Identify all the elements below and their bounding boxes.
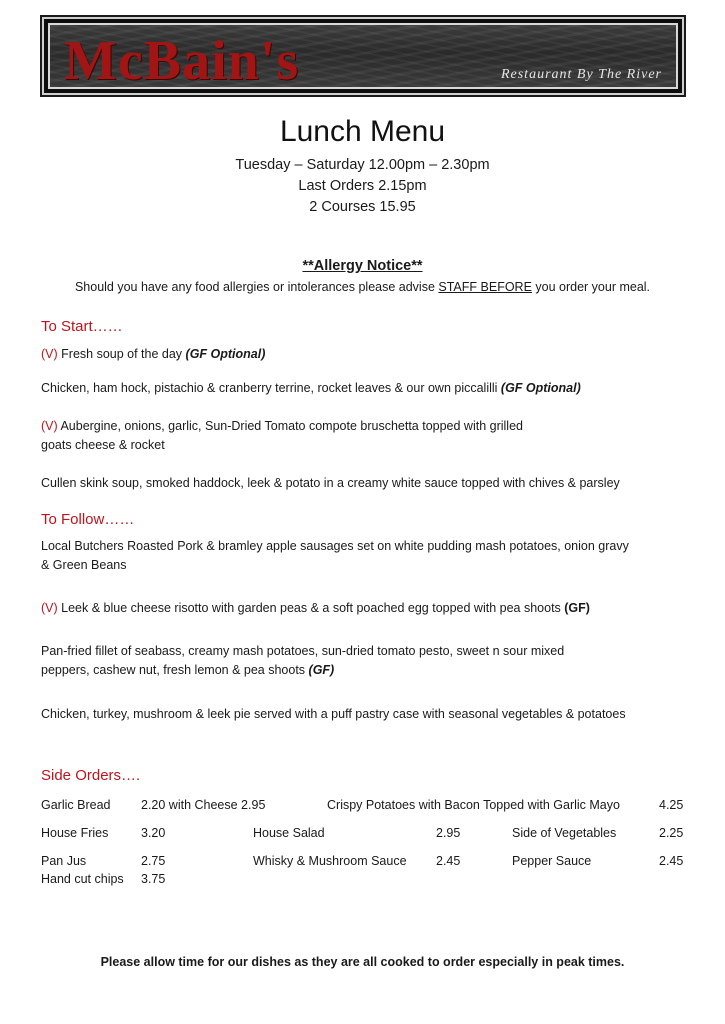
main-item: Pan-fried fillet of seabass, creamy mash potatoes, sun-dried tomato pesto, sweet n sour mixed peppers, cashew nut, fresh lemon & pea shoots (GF) bbox=[41, 644, 565, 677]
menu-hours: Tuesday – Saturday 12.00pm – 2.30pm bbox=[235, 157, 490, 173]
staff-before-emphasis: STAFF BEFORE bbox=[438, 280, 532, 294]
restaurant-banner bbox=[42, 17, 684, 95]
vegetarian-marker: (V) bbox=[41, 347, 62, 361]
side-item-name: Hand cut chips bbox=[41, 872, 124, 886]
side-item-price: 2.95 bbox=[436, 826, 461, 840]
mains-heading: To Follow…… bbox=[41, 511, 135, 528]
starter-item: Chicken, ham hock, pistachio & cranberry terrine, rocket leaves & our own piccalilli (GF Optional) bbox=[41, 381, 581, 395]
side-item-price: 2.45 bbox=[436, 854, 461, 868]
vegetarian-marker: (V) bbox=[41, 601, 62, 615]
starter-item: Cullen skink soup, smoked haddock, leek & potato in a creamy white sauce topped with chives & parsley bbox=[41, 476, 620, 490]
side-item-price: 2.20 with Cheese 2.95 bbox=[141, 798, 266, 812]
side-item-price: 2.45 bbox=[659, 854, 684, 868]
starter-item: (V) Fresh soup of the day (GF Optional) bbox=[41, 347, 266, 361]
dietary-tag: (GF) bbox=[564, 601, 590, 615]
side-item-price: 3.75 bbox=[141, 872, 166, 886]
allergy-notice-title: **Allergy Notice** bbox=[302, 258, 423, 274]
dietary-tag: (GF Optional) bbox=[500, 381, 581, 395]
side-item-name: Whisky & Mushroom Sauce bbox=[253, 854, 407, 868]
restaurant-logo: McBain's bbox=[64, 30, 300, 89]
side-item-name: Crispy Potatoes with Bacon Topped with Garlic Mayo bbox=[327, 798, 620, 812]
side-item-name: Pan Jus bbox=[41, 854, 87, 868]
side-item-name: Side of Vegetables bbox=[512, 826, 617, 840]
main-item: Chicken, turkey, mushroom & leek pie served with a puff pastry case with seasonal vegetables & potatoes bbox=[41, 707, 626, 721]
starters-heading: To Start…… bbox=[41, 318, 123, 335]
vegetarian-marker: (V) bbox=[41, 419, 61, 433]
side-item-price: 3.20 bbox=[141, 826, 166, 840]
side-item-name: House Salad bbox=[253, 826, 325, 840]
allergy-notice-text: Should you have any food allergies or intolerances please advise STAFF BEFORE you order your meal. bbox=[74, 280, 651, 294]
starter-item: (V) Aubergine, onions, garlic, Sun-Dried Tomato compote bruschetta topped with grilled goats cheese & rocket bbox=[41, 419, 523, 452]
side-item-name: Garlic Bread bbox=[41, 798, 111, 812]
side-item-name: House Fries bbox=[41, 826, 109, 840]
banner-background bbox=[48, 23, 678, 89]
side-item-price: 4.25 bbox=[659, 798, 684, 812]
side-item-name: Pepper Sauce bbox=[512, 854, 592, 868]
course-price: 2 Courses 15.95 bbox=[309, 199, 416, 215]
restaurant-tagline: Restaurant By The River bbox=[500, 67, 662, 82]
dietary-tag: (GF Optional) bbox=[185, 347, 266, 361]
last-orders: Last Orders 2.15pm bbox=[298, 178, 427, 194]
footer-note: Please allow time for our dishes as they are all cooked to order especially in peak times. bbox=[100, 955, 625, 969]
side-item-price: 2.75 bbox=[141, 854, 166, 868]
sides-heading: Side Orders…. bbox=[41, 767, 141, 784]
menu-title: Lunch Menu bbox=[279, 115, 446, 148]
main-item: Local Butchers Roasted Pork & bramley apple sausages set on white pudding mash potatoes, onion gravy & Green Beans bbox=[41, 539, 629, 572]
main-item: (V) Leek & blue cheese risotto with garden peas & a soft poached egg topped with pea shoots (GF) bbox=[41, 601, 590, 615]
side-item-price: 2.25 bbox=[659, 826, 684, 840]
dietary-tag: (GF) bbox=[308, 663, 335, 677]
